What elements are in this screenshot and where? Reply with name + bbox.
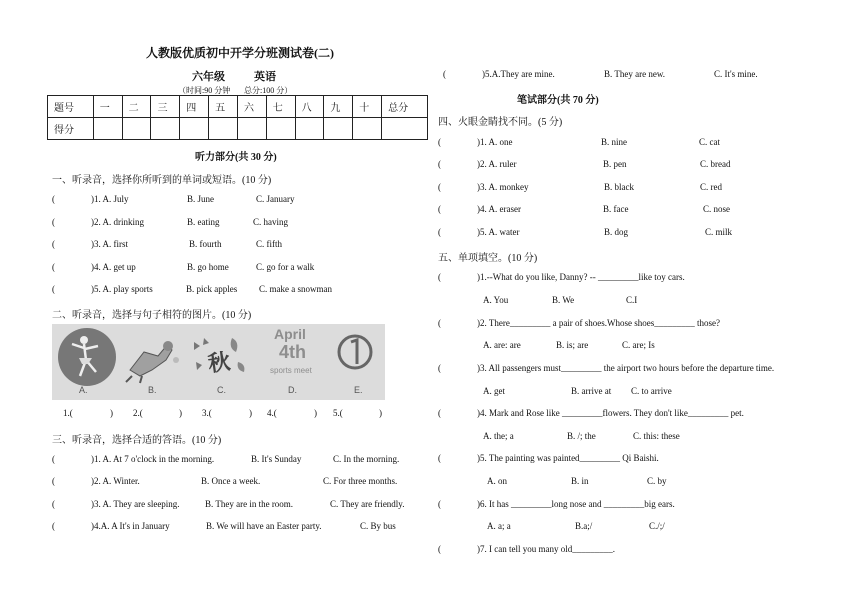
score-input-cell[interactable]: [122, 118, 151, 140]
picture-strip: [52, 324, 385, 400]
question-option-a: A. are: are: [483, 340, 521, 350]
question-option-c: C. milk: [705, 227, 733, 237]
score-cell: 三: [151, 96, 180, 118]
question-option-b: B. eating: [187, 217, 220, 227]
question-option-a: A. get: [483, 386, 505, 396]
answer-paren[interactable]: (: [52, 284, 55, 294]
page-title: 人教版优质初中开学分班测试卷(二): [146, 46, 334, 60]
question-text: )5. The painting was painted_________ Qi Baishi.: [477, 453, 659, 463]
poster-day: 4th: [279, 342, 306, 362]
question-option-a: A. a; a: [487, 521, 511, 531]
question-text: )7. I can tell you many old_________.: [477, 544, 615, 554]
autumn-picture: [188, 332, 254, 384]
score-cell: 一: [93, 96, 122, 118]
question-option-c: C. by: [647, 476, 667, 486]
question-option-b: B. is; are: [556, 340, 589, 350]
score-input-cell[interactable]: [266, 118, 295, 140]
question-option-a: )4.A. A It's in January: [91, 521, 170, 531]
answer-blank-3-open[interactable]: 3.(: [202, 408, 212, 418]
score-cell: 总分: [382, 96, 428, 118]
score-cell: 五: [209, 96, 238, 118]
score-cell: 十: [353, 96, 382, 118]
answer-blank-4-open[interactable]: 4.(: [267, 408, 277, 418]
question-option-a: )2. A. ruler: [477, 159, 517, 169]
answer-blank-2-open[interactable]: 2.(: [133, 408, 143, 418]
answer-paren[interactable]: (: [438, 227, 441, 237]
question-option-a: )2. A. drinking: [91, 217, 144, 227]
score-input-cell[interactable]: [324, 118, 353, 140]
question-option-c: C. to arrive: [631, 386, 672, 396]
score-input-cell[interactable]: [382, 118, 428, 140]
picture-label-d: D.: [288, 385, 297, 395]
question-option-b: B. Once a week.: [201, 476, 261, 486]
question-option-c: C. cat: [699, 137, 720, 147]
score-table-score-row: [48, 118, 428, 140]
question-option-c: C.I: [626, 295, 638, 305]
question-option-b: B.a;/: [575, 521, 593, 531]
question-option-b: B. nine: [601, 137, 627, 147]
question-option-c: C. make a snowman: [259, 284, 332, 294]
grade-label: 六年级: [192, 71, 225, 83]
answer-blank-4-close: ): [314, 408, 317, 418]
score-cell: 二: [122, 96, 151, 118]
question-option-a: A. on: [487, 476, 507, 486]
answer-paren[interactable]: (: [438, 544, 441, 554]
question-option-b: B. face: [603, 204, 629, 214]
answer-paren[interactable]: (: [52, 499, 55, 509]
sports-meet-poster: [268, 326, 328, 382]
answer-blank-3-close: ): [249, 408, 252, 418]
question-option-c: C. It's mine.: [714, 69, 758, 79]
answer-blank-5-close: ): [379, 408, 382, 418]
score-table: [47, 95, 428, 140]
score-input-cell[interactable]: [209, 118, 238, 140]
written-section-header: 笔试部分(共 70 分): [517, 95, 599, 106]
answer-blank-5-open[interactable]: 5.(: [333, 408, 343, 418]
score-cell: 六: [237, 96, 266, 118]
question-option-c: C. January: [256, 194, 295, 204]
answer-paren[interactable]: (: [52, 476, 55, 486]
question-option-a: )2. A. Winter.: [91, 476, 140, 486]
question-option-b: B. black: [604, 182, 634, 192]
question-option-c: C. They are friendly.: [330, 499, 405, 509]
question-option-b: B. arrive at: [571, 386, 612, 396]
question-option-c: C. bread: [700, 159, 731, 169]
section-2-heading: 二、听录音，选择与句子相符的图片。(10 分): [52, 310, 252, 321]
answer-paren[interactable]: (: [438, 137, 441, 147]
picture-label-e: E.: [354, 385, 363, 395]
answer-blank-1-close: ): [110, 408, 113, 418]
question-option-c: C./;/: [649, 521, 665, 531]
question-option-c: C. go for a walk: [256, 262, 315, 272]
question-option-c: C. fifth: [256, 239, 282, 249]
section-3-heading: 三、听录音，选择合适的答语。(10 分): [52, 435, 222, 446]
question-text: )1.--What do you like, Danny? -- _________like toy cars.: [477, 272, 685, 282]
question-option-a: A. the; a: [483, 431, 514, 441]
section-5-heading: 五、单项填空。(10 分): [438, 253, 538, 264]
question-option-c: C. are; Is: [622, 340, 655, 350]
answer-paren[interactable]: (: [52, 217, 55, 227]
poster-event: sports meet: [270, 366, 312, 375]
question-text: )3. All passengers must_________ the airport two hours before the departure time.: [477, 363, 775, 373]
score-input-cell[interactable]: [151, 118, 180, 140]
question-option-b: B. They are in the room.: [205, 499, 294, 509]
question-option-c: C. By bus: [360, 521, 396, 531]
score-cell: 九: [324, 96, 353, 118]
question-option-a: )3. A. first: [91, 239, 128, 249]
answer-paren[interactable]: (: [52, 521, 55, 531]
question-option-c: C. In the morning.: [333, 454, 400, 464]
score-input-cell[interactable]: [353, 118, 382, 140]
score-table-header-row: [48, 96, 428, 118]
question-option-a: )3. A. They are sleeping.: [91, 499, 180, 509]
answer-paren[interactable]: (: [443, 69, 446, 79]
question-option-b: B. It's Sunday: [251, 454, 302, 464]
dancer-picture: [58, 328, 116, 386]
score-input-cell[interactable]: [295, 118, 324, 140]
question-option-a: )4. A. eraser: [477, 204, 521, 214]
answer-paren[interactable]: (: [52, 262, 55, 272]
section-1-heading: 一、听录音，选择你所听到的单词或短语。(10 分): [52, 175, 272, 186]
answer-paren[interactable]: (: [438, 318, 441, 328]
animal-picture: [122, 330, 184, 384]
question-option-a: )5. A. play sports: [91, 284, 153, 294]
question-option-a: )4. A. get up: [91, 262, 136, 272]
question-option-b: B. June: [187, 194, 214, 204]
question-option-c: C. having: [253, 217, 288, 227]
question-option-b: B. We: [552, 295, 575, 305]
question-option-b: B. go home: [187, 262, 229, 272]
answer-paren[interactable]: (: [438, 363, 441, 373]
answer-paren[interactable]: (: [438, 159, 441, 169]
poster-month: April: [274, 326, 306, 342]
answer-paren[interactable]: (: [438, 182, 441, 192]
question-option-c: C. this: these: [633, 431, 680, 441]
question-option-c: C. nose: [703, 204, 730, 214]
picture-label-a: A.: [79, 385, 88, 395]
question-option-b: B. We will have an Easter party.: [206, 521, 322, 531]
picture-label-b: B.: [148, 385, 157, 395]
exam-total-score: 总分:100 分）: [244, 86, 293, 95]
listening-section-header: 听力部分(共 30 分): [195, 152, 277, 163]
question-option-a: )1. A. At 7 o'clock in the morning.: [91, 454, 215, 464]
question-text: )4. Mark and Rose like _________flowers. They don't like_________ pet.: [477, 408, 744, 418]
answer-paren[interactable]: (: [438, 408, 441, 418]
question-option-a: )1. A. July: [91, 194, 129, 204]
score-cell: 题号: [48, 96, 94, 118]
question-text: )2. There_________ a pair of shoes.Whose shoes_________ those?: [477, 318, 721, 328]
question-option-b: B. in: [571, 476, 589, 486]
question-option-a: )5. A. water: [477, 227, 520, 237]
score-input-cell[interactable]: [93, 118, 122, 140]
question-option-a: )5.A.They are mine.: [482, 69, 555, 79]
question-option-b: B. fourth: [189, 239, 222, 249]
number-one-picture: [335, 330, 375, 376]
score-input-cell[interactable]: [237, 118, 266, 140]
question-option-a: )3. A. monkey: [477, 182, 529, 192]
score-label-cell: 得分: [48, 118, 94, 140]
question-option-b: B. /; the: [567, 431, 596, 441]
score-cell: 四: [180, 96, 209, 118]
answer-paren[interactable]: (: [438, 272, 441, 282]
question-option-c: C. red: [700, 182, 722, 192]
question-option-b: B. They are new.: [604, 69, 665, 79]
score-input-cell[interactable]: [180, 118, 209, 140]
section-4-heading: 四、火眼金睛找不同。(5 分): [438, 117, 563, 128]
question-option-b: B. dog: [604, 227, 629, 237]
autumn-character: 秋: [206, 348, 232, 378]
answer-paren[interactable]: (: [438, 204, 441, 214]
question-option-a: )1. A. one: [477, 137, 513, 147]
answer-paren[interactable]: (: [52, 239, 55, 249]
score-cell: 七: [266, 96, 295, 118]
answer-blank-2-close: ): [179, 408, 182, 418]
question-option-a: A. You: [483, 295, 509, 305]
answer-paren[interactable]: (: [52, 194, 55, 204]
question-option-b: B. pen: [603, 159, 627, 169]
exam-time: （时间:90 分钟: [178, 86, 231, 95]
subject-label: 英语: [254, 71, 276, 83]
question-text: )6. It has _________long nose and _________big ears.: [477, 499, 675, 509]
answer-paren[interactable]: (: [438, 453, 441, 463]
answer-paren[interactable]: (: [52, 454, 55, 464]
question-option-c: C. For three months.: [323, 476, 398, 486]
score-cell: 八: [295, 96, 324, 118]
answer-blank-1-open[interactable]: 1.(: [63, 408, 73, 418]
answer-paren[interactable]: (: [438, 499, 441, 509]
question-option-b: B. pick apples: [186, 284, 238, 294]
picture-label-c: C.: [217, 385, 226, 395]
